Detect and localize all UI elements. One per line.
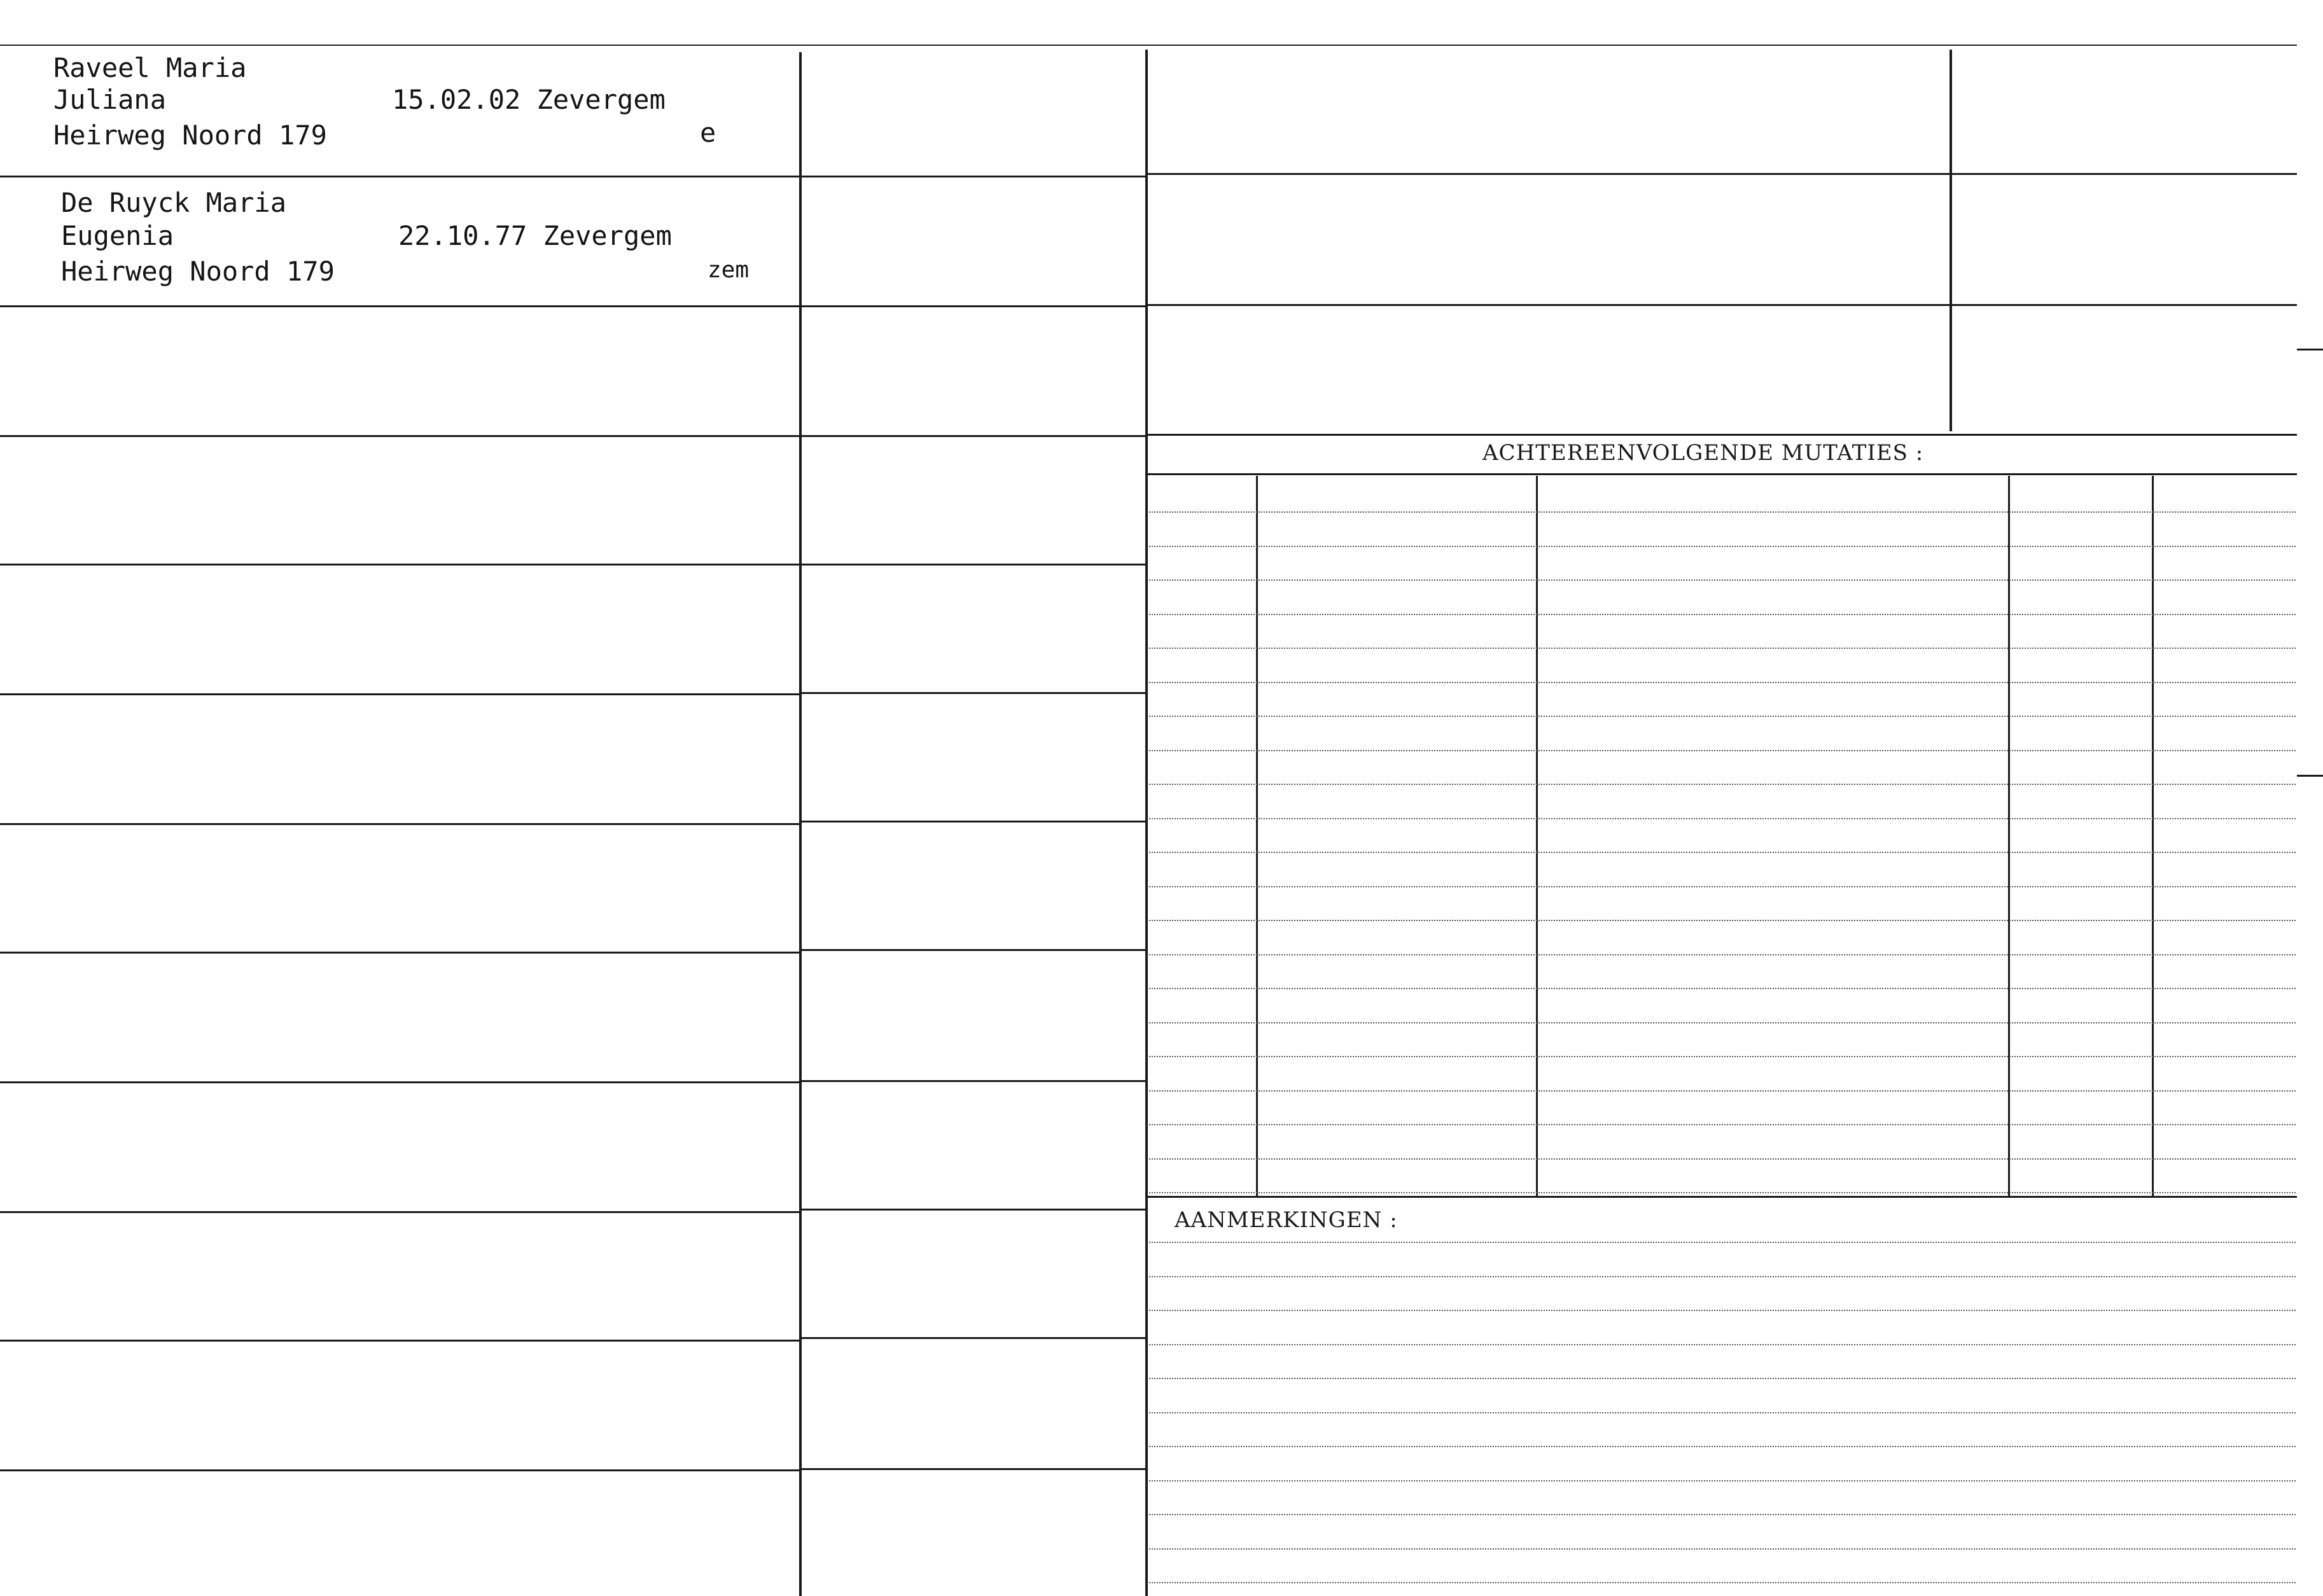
- aanmerkingen-dotted-line: [1149, 1310, 2296, 1311]
- mutaties-dotted-line: [1149, 1124, 2296, 1125]
- right-top-divider: [1950, 50, 1952, 431]
- aanmerkingen-dotted-line: [1149, 1242, 2296, 1243]
- top-edge-line: [0, 45, 2297, 46]
- right-edge-tick: [2297, 775, 2323, 777]
- mutaties-col-divider: [2008, 476, 2010, 1196]
- row-line: [800, 305, 1147, 307]
- aanmerkingen-dotted-line: [1149, 1582, 2296, 1583]
- row-line: [0, 693, 800, 695]
- mutaties-dotted-line: [1149, 1056, 2296, 1057]
- row-line: [0, 1469, 800, 1471]
- mutaties-dotted-line: [1149, 1090, 2296, 1092]
- row-line: [800, 435, 1147, 437]
- record-name-line2: Eugenia: [61, 220, 174, 251]
- aanmerkingen-dotted-line: [1149, 1378, 2296, 1379]
- row-line: [800, 821, 1147, 822]
- mutaties-dotted-line: [1149, 511, 2296, 513]
- row-line: [0, 952, 800, 954]
- row-line: [800, 692, 1147, 694]
- mutaties-dotted-line: [1149, 648, 2296, 649]
- right-row-line: [1147, 434, 2297, 436]
- mutaties-dotted-line: [1149, 1192, 2296, 1193]
- mutaties-col-divider: [1256, 476, 1258, 1196]
- mutaties-header-line: [1147, 473, 2297, 475]
- mutaties-dotted-line: [1149, 886, 2296, 887]
- row-line: [800, 1209, 1147, 1211]
- mutaties-col-divider: [1536, 476, 1538, 1196]
- mutaties-col-divider: [2152, 476, 2154, 1196]
- row-line: [0, 435, 800, 437]
- row-line: [800, 564, 1147, 566]
- row-line: [0, 823, 800, 825]
- mutaties-dotted-line: [1149, 920, 2296, 921]
- mutaties-dotted-line: [1149, 682, 2296, 683]
- record-address: Heirweg Noord 179: [61, 256, 335, 287]
- aanmerkingen-caption: AANMERKINGEN :: [1175, 1207, 1398, 1233]
- aanmerkingen-dotted-line: [1149, 1412, 2296, 1413]
- record-birth-date-place: 15.02.02 Zevergem: [392, 84, 666, 115]
- record-name-line1: Raveel Maria: [53, 52, 247, 83]
- mutaties-caption: ACHTEREENVOLGENDE MUTATIES :: [1482, 440, 1924, 466]
- mutaties-dotted-line: [1149, 546, 2296, 547]
- row-line: [0, 1211, 800, 1213]
- aanmerkingen-dotted-line: [1149, 1276, 2296, 1277]
- mutaties-dotted-line: [1149, 1158, 2296, 1160]
- middle-col-divider: [1145, 50, 1148, 1596]
- record-mark: e: [700, 117, 716, 148]
- mutaties-dotted-line: [1149, 954, 2296, 955]
- record-name-line1: De Ruyck Maria: [61, 187, 287, 218]
- row-line: [0, 1081, 800, 1083]
- row-line: [800, 1468, 1147, 1470]
- aanmerkingen-dotted-line: [1149, 1548, 2296, 1550]
- aanmerkingen-dotted-line: [1149, 1480, 2296, 1482]
- right-row-line: [1147, 304, 2297, 306]
- mutaties-bottom-line: [1147, 1196, 2297, 1198]
- mutaties-dotted-line: [1149, 579, 2296, 581]
- aanmerkingen-dotted-line: [1149, 1514, 2296, 1515]
- row-line: [0, 176, 800, 177]
- row-line: [800, 1080, 1147, 1082]
- row-line: [800, 176, 1147, 177]
- right-row-line: [1147, 173, 2297, 175]
- record-birth-date-place: 22.10.77 Zevergem: [398, 220, 672, 251]
- record-mark: zem: [708, 257, 750, 283]
- row-line: [0, 305, 800, 307]
- right-edge-tick: [2297, 349, 2323, 350]
- mutaties-dotted-line: [1149, 988, 2296, 989]
- row-line: [0, 564, 800, 566]
- record-name-line2: Juliana: [53, 84, 167, 115]
- row-line: [800, 949, 1147, 951]
- mutaties-dotted-line: [1149, 818, 2296, 819]
- mutaties-dotted-line: [1149, 1022, 2296, 1024]
- record-address: Heirweg Noord 179: [53, 120, 327, 151]
- row-line: [800, 1337, 1147, 1339]
- mutaties-dotted-line: [1149, 716, 2296, 717]
- mutaties-dotted-line: [1149, 784, 2296, 785]
- aanmerkingen-dotted-line: [1149, 1344, 2296, 1345]
- row-line: [0, 1340, 800, 1342]
- aanmerkingen-dotted-line: [1149, 1446, 2296, 1447]
- mutaties-dotted-line: [1149, 852, 2296, 853]
- mutaties-dotted-line: [1149, 614, 2296, 615]
- mutaties-dotted-line: [1149, 750, 2296, 751]
